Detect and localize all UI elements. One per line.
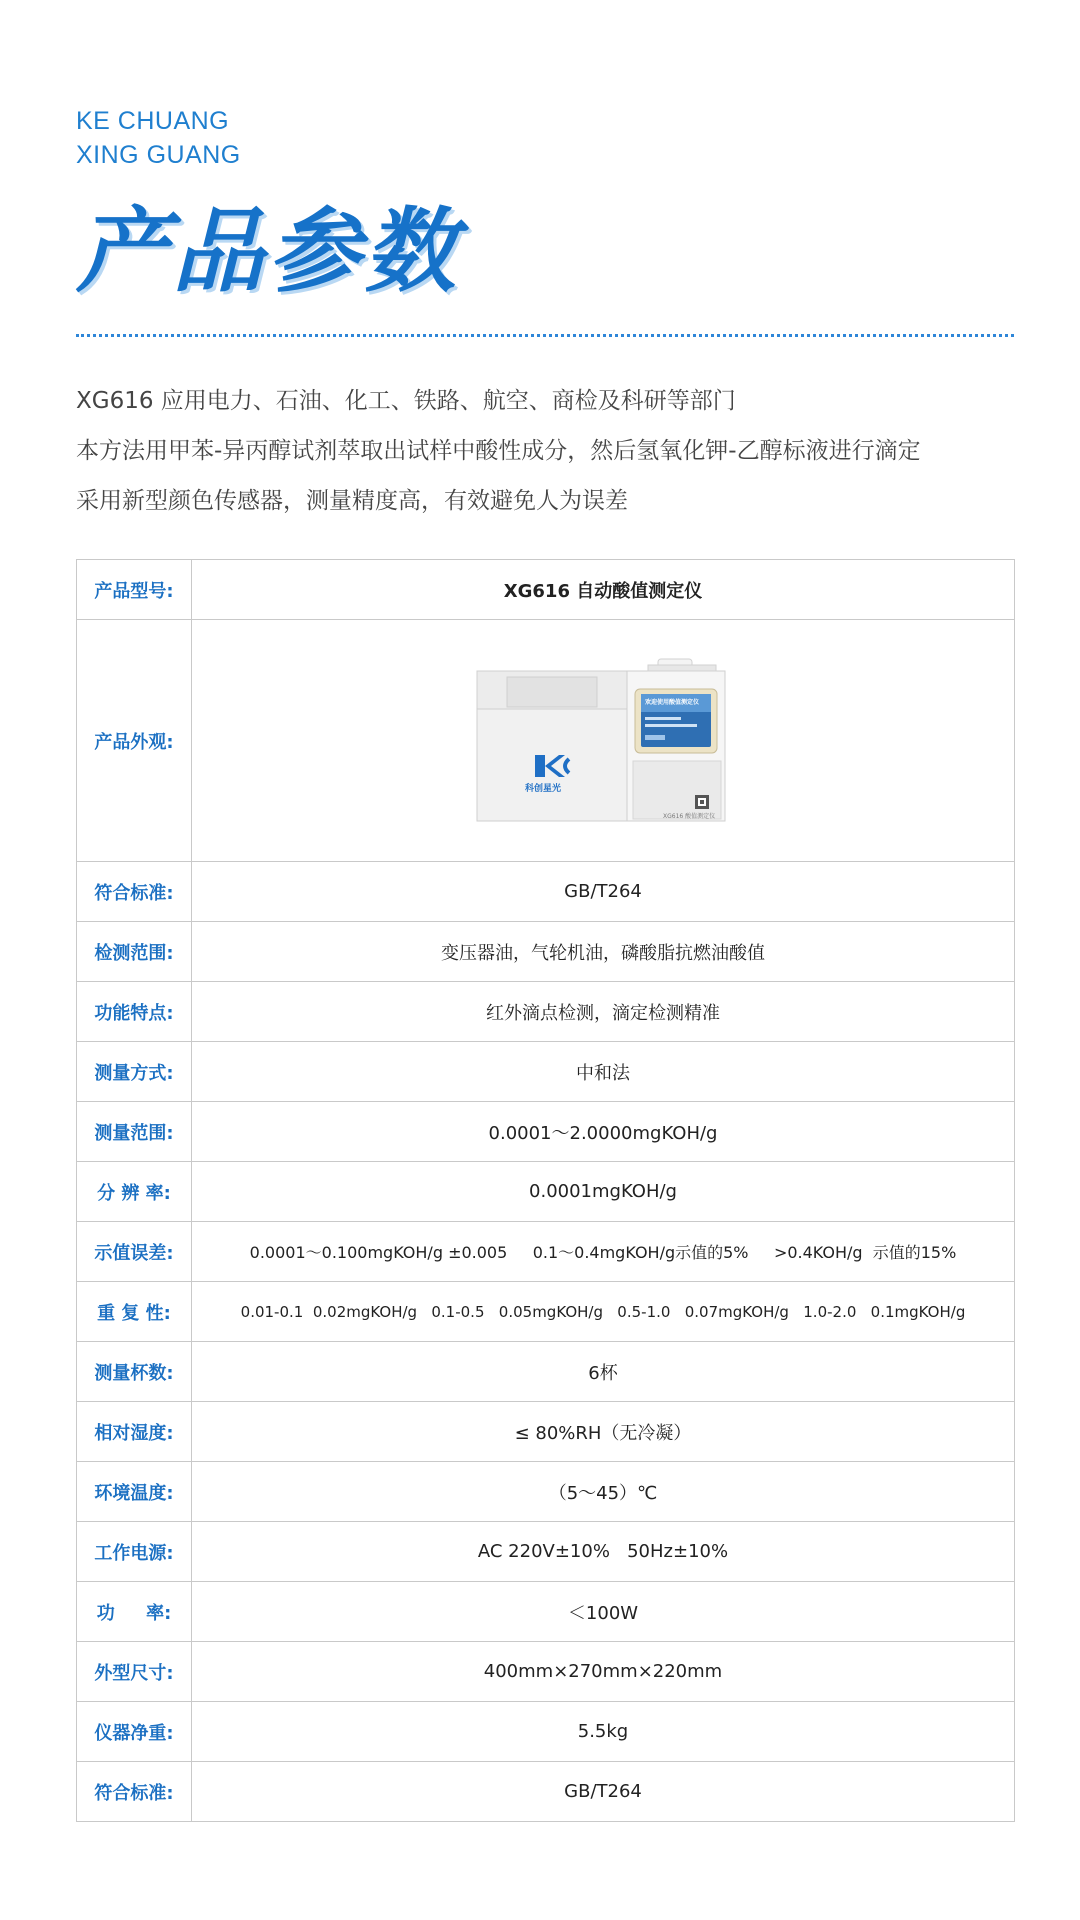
table-row [77,1642,1015,1702]
row-value: 6杯 [192,1342,1015,1402]
row-value: （5～45）℃ [192,1462,1015,1522]
row-value: 变压器油，气轮机油，磷酸脂抗燃油酸值 [192,922,1015,982]
row-value: 0.0001mgKOH/g [192,1162,1015,1222]
table-row [77,982,1015,1042]
product-image [473,655,733,827]
row-label: 功能特点: [77,982,192,1042]
row-label: 重 复 性: [77,1282,192,1342]
table-row [77,1342,1015,1402]
intro-text [76,376,1026,526]
table-row [77,560,1015,620]
row-value: 0.0001～2.0000mgKOH/g [192,1102,1015,1162]
row-value: 中和法 [192,1042,1015,1102]
page-title: 产品参数 [76,197,461,305]
device-screen-text: 欢迎使用酸值测定仪 [645,698,700,706]
row-label: 符合标准: [77,1762,192,1822]
row-value: ＜100W [192,1582,1015,1642]
row-value: 0.01-0.1 0.02mgKOH/g 0.1-0.5 0.05mgKOH/g 0.5-1.0 0.07mgKOH/g 1.0-2.0 0.1mgKOH/g [192,1282,1015,1342]
brand-wordmark [76,104,241,172]
row-label: 分 辨 率: [77,1162,192,1222]
table-row [77,1582,1015,1642]
row-label: 测量方式: [77,1042,192,1102]
product-illustration [473,655,733,827]
row-value: GB/T264 [192,862,1015,922]
row-label: 功 率: [77,1582,192,1642]
row-value: GB/T264 [192,1762,1015,1822]
table-row [77,1402,1015,1462]
table-row [77,1462,1015,1522]
table-row [77,1042,1015,1102]
intro-line: 本方法用甲苯-异丙醇试剂萃取出试样中酸性成分，然后氢氧化钾-乙醇标液进行滴定 [76,438,921,464]
row-value: 红外滴点检测，滴定检测精准 [192,982,1015,1042]
row-label: 测量杯数: [77,1342,192,1402]
row-value: 0.0001～0.100mgKOH/g ±0.005 0.1～0.4mgKOH/g示值的5% >0.4KOH/g 示值的15% [192,1222,1015,1282]
row-label: 测量范围: [77,1102,192,1162]
table-row [77,1222,1015,1282]
table-row [77,1162,1015,1222]
row-value: 5.5kg [192,1702,1015,1762]
product-image-cell [192,620,1015,862]
intro-line: XG616 应用电力、石油、化工、铁路、航空、商检及科研等部门 [76,388,736,414]
table-row [77,1762,1015,1822]
table-row [77,862,1015,922]
brand-line-1: KE CHUANG [76,107,230,135]
table-row [77,1702,1015,1762]
table-row [77,620,1015,862]
row-value: 400mm×270mm×220mm [192,1642,1015,1702]
dotted-divider [76,334,1014,337]
row-value: XG616 自动酸值测定仪 [192,560,1015,620]
row-label: 工作电源: [77,1522,192,1582]
row-label: 符合标准: [77,862,192,922]
table-row [77,1282,1015,1342]
table-row [77,1102,1015,1162]
row-label: 相对湿度: [77,1402,192,1462]
row-value: ≤ 80%RH（无冷凝） [192,1402,1015,1462]
table-row [77,1522,1015,1582]
intro-line: 采用新型颜色传感器，测量精度高，有效避免人为误差 [76,488,628,514]
row-label: 仪器净重: [77,1702,192,1762]
row-label: 产品外观: [77,620,192,862]
table-row [77,922,1015,982]
row-label: 检测范围: [77,922,192,982]
brand-line-2: XING GUANG [76,141,241,169]
row-label: 产品型号: [77,560,192,620]
device-brand-label: 科创星光 [525,783,562,794]
spec-table [76,559,1015,1822]
row-label: 环境温度: [77,1462,192,1522]
device-model-tag: XG616 酸值测定仪 [663,812,716,820]
row-label: 示值误差: [77,1222,192,1282]
row-value: AC 220V±10% 50Hz±10% [192,1522,1015,1582]
row-label: 外型尺寸: [77,1642,192,1702]
